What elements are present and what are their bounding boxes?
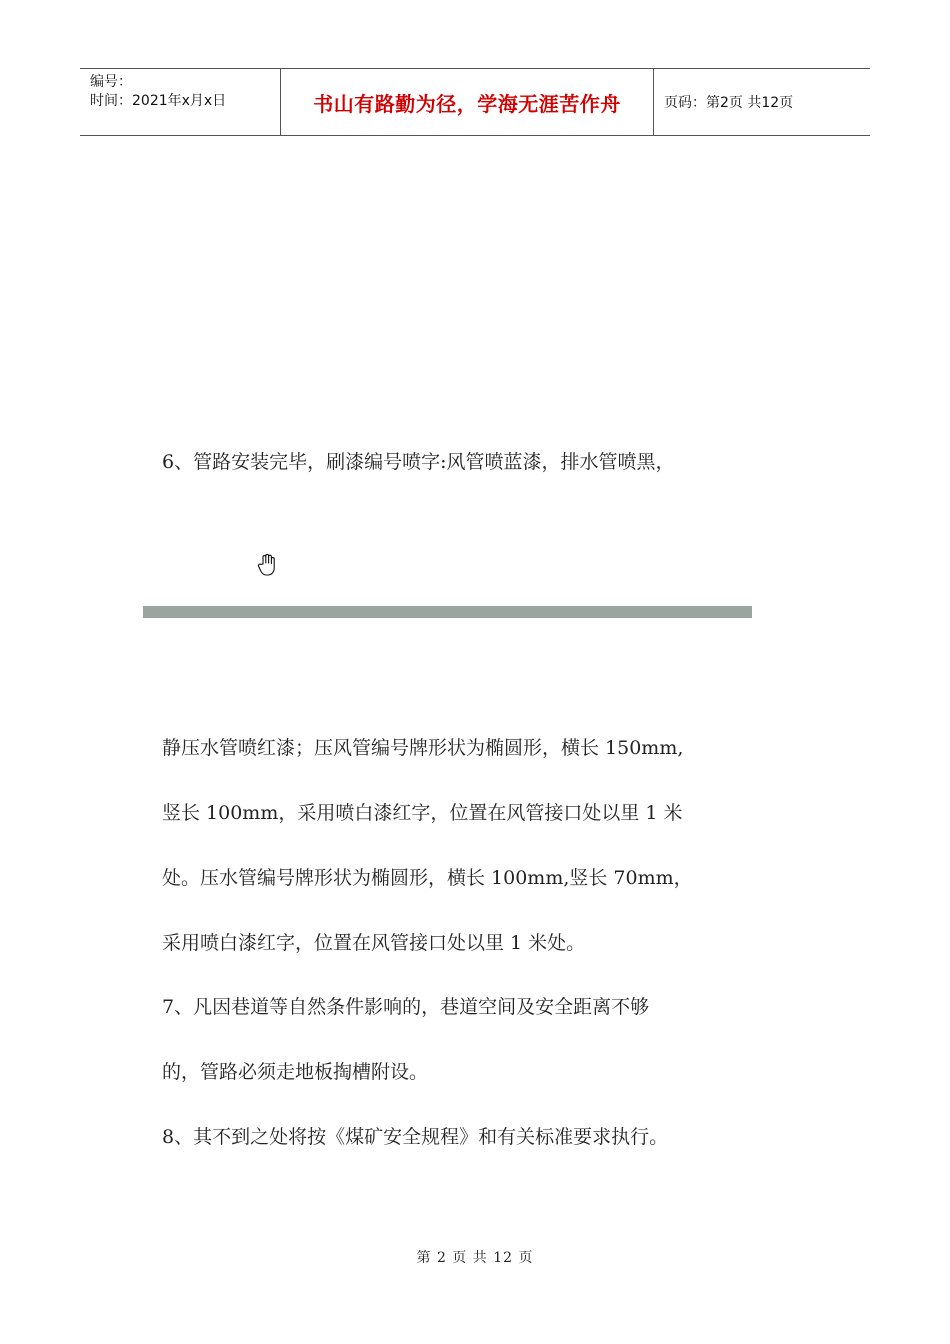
time-label: 时间：2021年x月x日: [90, 93, 227, 109]
motto-text: 书山有路勤为径，学海无涯苦作舟: [313, 91, 621, 116]
divider-bar: [143, 606, 752, 618]
page-footer: 第 2 页 共 12 页: [416, 1250, 534, 1266]
body-line-2: 静压水管喷红漆；压风管编号牌形状为椭圆形，横长 150mm,: [162, 737, 684, 759]
page-header: [80, 68, 870, 136]
body-line-5: 采用喷白漆红字，位置在风管接口处以里 1 米处。: [162, 932, 586, 954]
page-info: 页码：第2页 共12页: [664, 95, 794, 111]
number-label: 编号：: [90, 74, 132, 90]
body-line-6: 7、凡因巷道等自然条件影响的，巷道空间及安全距离不够: [162, 996, 650, 1018]
body-line-4: 处。压水管编号牌形状为椭圆形，横长 100mm,竖长 70mm，: [162, 867, 693, 889]
hand-cursor-icon: [256, 553, 278, 577]
body-line-1: 6、管路安装完毕，刷漆编号喷字:风管喷蓝漆，排水管喷黑，: [162, 451, 675, 473]
body-line-7: 的，管路必须走地板掏槽附设。: [162, 1061, 429, 1083]
header-page-cell: [654, 69, 870, 135]
header-meta-cell: [80, 69, 281, 135]
header-motto-cell: [281, 69, 654, 135]
body-line-8: 8、其不到之处将按《煤矿安全规程》和有关标准要求执行。: [162, 1126, 669, 1148]
body-line-3: 竖长 100mm，采用喷白漆红字，位置在风管接口处以里 1 米: [162, 802, 683, 824]
